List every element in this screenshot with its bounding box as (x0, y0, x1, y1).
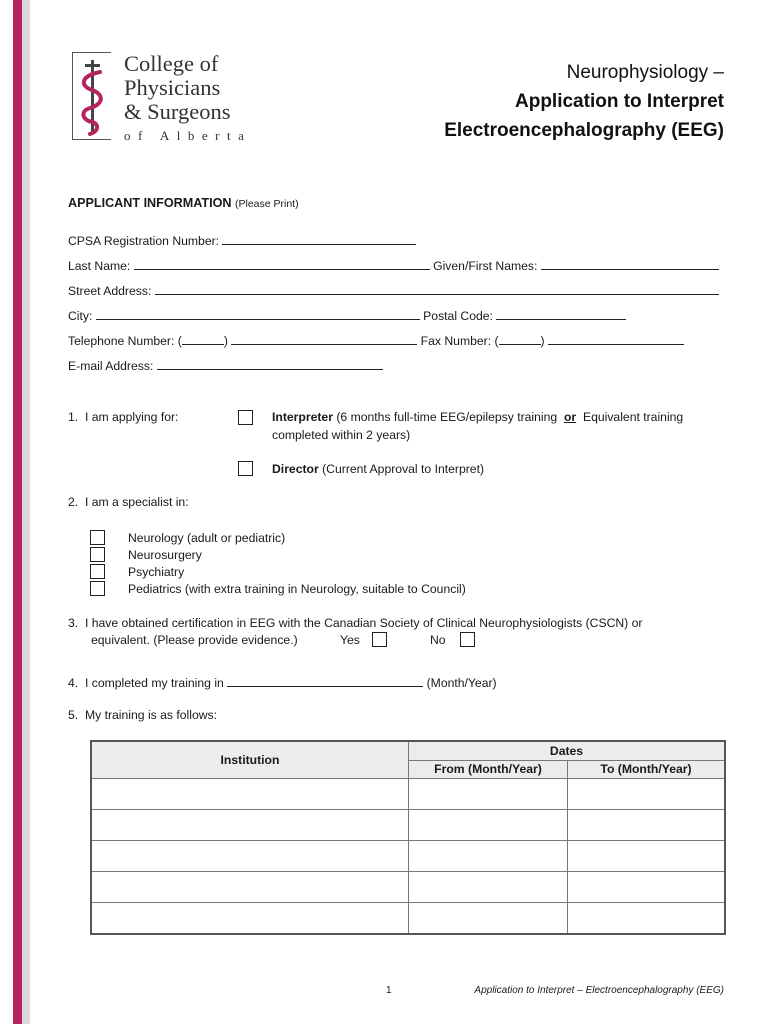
to-cell[interactable] (568, 872, 726, 903)
form-title (444, 58, 724, 145)
telephone-area-code-field[interactable] (182, 333, 224, 345)
director-checkbox[interactable] (238, 461, 253, 476)
city-label: City: (68, 309, 93, 323)
question-3-line-1: 3. I have obtained certification in EEG with the Canadian Society of Clinical Neurophysiologists (CSCN) or (68, 616, 643, 630)
dates-header: Dates (409, 741, 726, 760)
neurosurgery-checkbox[interactable] (90, 547, 105, 562)
specialty-option: Neurology (adult or pediatric) (128, 531, 286, 545)
page-margin (0, 0, 13, 1024)
question-4: 4. I completed my training in (Month/Year) (68, 676, 497, 690)
question-1-number: 1. (68, 410, 79, 424)
fax-area-code-field[interactable] (499, 333, 541, 345)
title-line-3: Electroencephalography (EEG) (444, 120, 724, 141)
email-row (68, 358, 383, 373)
street-row (68, 283, 719, 298)
logo-line-2: Physicians (124, 75, 221, 100)
from-cell[interactable] (409, 841, 568, 872)
training-completed-field[interactable] (227, 675, 423, 687)
telephone-paren: ) (223, 334, 228, 348)
specialty-option: Psychiatry (128, 565, 185, 579)
logo-line-1: College of (124, 51, 219, 76)
name-row (68, 258, 719, 273)
from-cell[interactable] (409, 903, 568, 935)
table-row (91, 872, 725, 903)
applicant-info-heading: APPLICANT INFORMATION (Please Print) (68, 196, 299, 210)
to-header: To (Month/Year) (568, 760, 726, 779)
question-1-label: I am applying for: (84, 410, 179, 424)
cpsa-registration-label: CPSA Registration Number: (68, 234, 220, 248)
cpsa-registration-field[interactable] (222, 233, 416, 245)
phone-fax-row (68, 333, 684, 348)
question-5: 5. My training is as follows: (68, 708, 218, 722)
email-field[interactable] (157, 358, 383, 370)
last-name-field[interactable] (134, 258, 430, 270)
city-field[interactable] (96, 308, 420, 320)
postal-code-field[interactable] (496, 308, 626, 320)
telephone-label: Telephone Number: ( (68, 334, 182, 348)
director-option: Director (Current Approval to Interpret) (272, 462, 485, 476)
institution-cell[interactable] (91, 872, 409, 903)
question-3-line-2: equivalent. (Please provide evidence.) (91, 633, 298, 647)
college-logo-text (124, 52, 251, 144)
institution-cell[interactable] (91, 779, 409, 810)
table-row (91, 779, 725, 810)
table-row (91, 810, 725, 841)
specialty-option: Neurosurgery (128, 548, 202, 562)
cpsa-registration-row (68, 233, 416, 248)
street-address-label: Street Address: (68, 284, 152, 298)
logo-line-3: & Surgeons (124, 99, 231, 124)
interpreter-option-line-2: completed within 2 years) (272, 428, 411, 442)
telephone-number-field[interactable] (231, 333, 417, 345)
training-table (90, 740, 726, 935)
no-checkbox[interactable] (460, 632, 475, 647)
yes-label: Yes (340, 633, 360, 647)
from-header: From (Month/Year) (409, 760, 568, 779)
institution-cell[interactable] (91, 841, 409, 872)
yes-checkbox[interactable] (372, 632, 387, 647)
neurology-checkbox[interactable] (90, 530, 105, 545)
fax-number-field[interactable] (548, 333, 684, 345)
title-line-1: Neurophysiology – (566, 62, 724, 83)
email-label: E-mail Address: (68, 359, 154, 373)
footer-title: Application to Interpret – Electroencephalography (EEG) (474, 985, 724, 996)
institution-header: Institution (91, 741, 409, 779)
psychiatry-checkbox[interactable] (90, 564, 105, 579)
from-cell[interactable] (409, 779, 568, 810)
from-cell[interactable] (409, 810, 568, 841)
interpreter-option-line-1: Interpreter (6 months full-time EEG/epilepsy training or Equivalent training (272, 410, 684, 424)
institution-cell[interactable] (91, 903, 409, 935)
question-1 (68, 410, 178, 424)
specialty-option: Pediatrics (with extra training in Neurology, suitable to Council) (128, 582, 466, 596)
magenta-side-stripe (13, 0, 22, 1024)
given-name-label: Given/First Names: (433, 259, 538, 273)
table-row (91, 903, 725, 935)
fax-paren: ) (540, 334, 545, 348)
no-label: No (430, 633, 446, 647)
logo-line-4: of Alberta (124, 128, 252, 143)
fax-label: Fax Number: ( (420, 334, 499, 348)
page-number: 1 (386, 985, 392, 996)
title-line-2: Application to Interpret (515, 91, 724, 112)
given-name-field[interactable] (541, 258, 719, 270)
question-2: 2. I am a specialist in: (68, 495, 189, 509)
institution-cell[interactable] (91, 810, 409, 841)
postal-code-label: Postal Code: (423, 309, 493, 323)
to-cell[interactable] (568, 841, 726, 872)
gray-side-stripe (22, 0, 30, 1024)
last-name-label: Last Name: (68, 259, 131, 273)
to-cell[interactable] (568, 903, 726, 935)
from-cell[interactable] (409, 872, 568, 903)
interpreter-checkbox[interactable] (238, 410, 253, 425)
to-cell[interactable] (568, 810, 726, 841)
pediatrics-checkbox[interactable] (90, 581, 105, 596)
table-row (91, 841, 725, 872)
city-row (68, 308, 626, 323)
to-cell[interactable] (568, 779, 726, 810)
street-address-field[interactable] (155, 283, 719, 295)
caduceus-logo-icon (76, 58, 110, 136)
